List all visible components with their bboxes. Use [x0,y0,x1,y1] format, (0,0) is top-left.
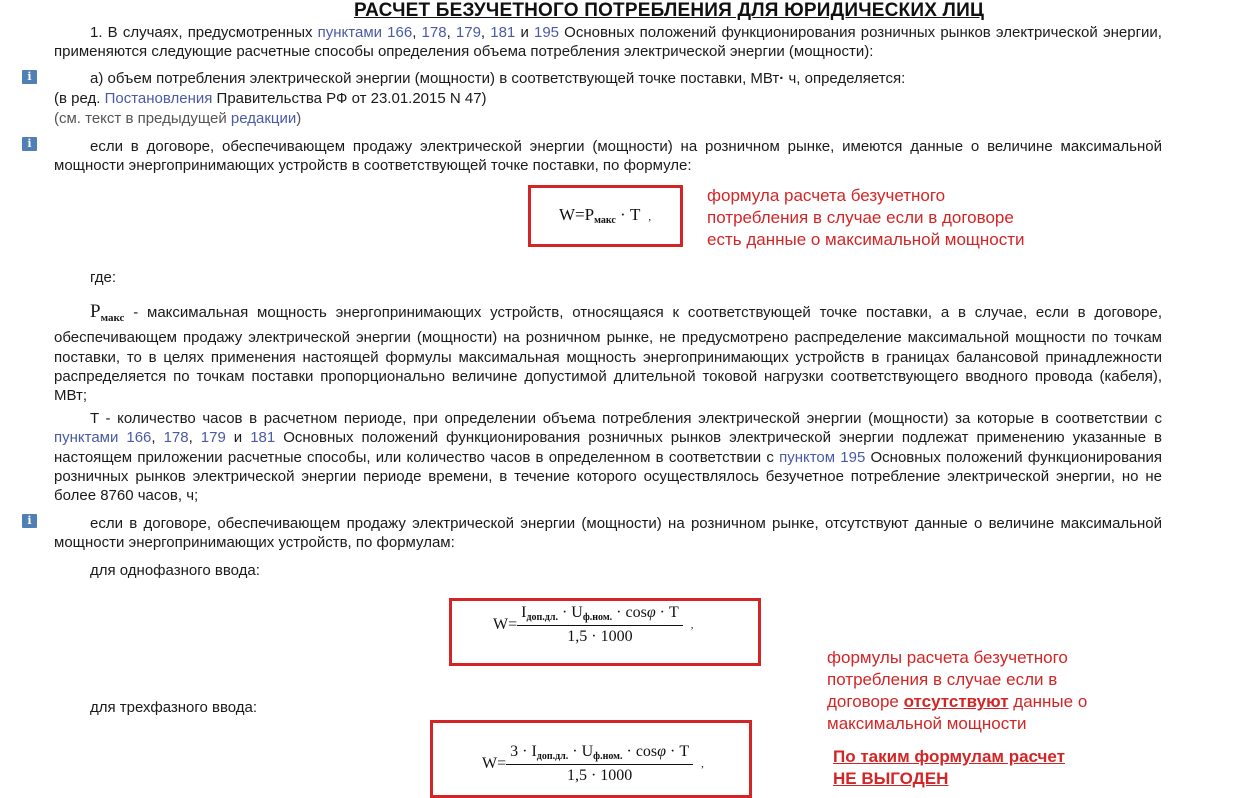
label-single-phase: для однофазного ввода: [90,562,260,579]
paragraph-if-data-present: если в договоре, обеспечивающем продажу электрической энергии (мощности) на розничном рынке, имеются данные о величине максимальной мощности энергопринимающих устройств в соответствующей точке поставки, по формуле: [54,138,1162,175]
note-no-max-power: формулы расчета безучетного потребления в случае если в договоре отсутствуют данные о максимальной мощности [827,648,1088,733]
link-179[interactable]: 179 [200,429,226,447]
note-not-profitable: По таким формулам расчет НЕ ВЫГОДЕН [833,747,1065,788]
link-181[interactable]: 181 [490,24,516,41]
edition-note: (в ред. Постановления Правительства РФ от 23.01.2015 N 47) [54,90,487,107]
link-punkt-195[interactable]: пунктом 195 [779,448,866,466]
paragraph-intro: 1. В случаях, предусмотренных пунктами 166, 178, 179, 181 и 195 Основных положений функционирования розничных рынков электрической энергии, применяются следующие расчетные способы определения объема потребления электрической энергии (мощности): [54,24,1162,61]
link-195[interactable]: 195 [533,24,560,41]
link-178[interactable]: 178 [163,429,189,447]
info-icon[interactable]: i [22,514,37,528]
note-max-power: формула расчета безучетного потребления в случае если в договоре есть данные о максимальной мощности [707,186,1025,249]
link-178[interactable]: 178 [421,24,447,41]
formula-max-power: $W=P_{макс} \cdot T$ , [559,205,652,226]
label-three-phase: для трехфазного ввода: [90,699,258,716]
paragraph-a: а) объем потребления электрической энергии (мощности) в соответствующей точке поставки, МВт· ч, определяется: [90,70,906,87]
formula-three-phase: W= $\frac{3 \cdot I_{доп.дл.} \cdot U_{ф.ном.} \cdot \cos\varphi \cdot T}{1,5 \cdot 1000}$ , [482,743,704,784]
info-icon[interactable]: i [22,70,37,84]
link-postanovleniya[interactable]: Постановления [104,90,213,107]
page-title: РАСЧЕТ БЕЗУЧЕТНОГО ПОТРЕБЛЕНИЯ ДЛЯ ЮРИДИЧЕСКИХ ЛИЦ [353,0,985,21]
see-previous-note: (см. текст в предыдущей редакции) [54,110,302,127]
paragraph-if-data-absent: если в договоре, обеспечивающем продажу электрической энергии (мощности) на розничном рынке, отсутствуют данные о величине максимальной мощности энергопринимающих устройств, по формулам: [54,515,1162,552]
info-icon[interactable]: i [22,137,37,151]
paragraph-pmax: $P_{макс}$ - максимальная мощность энергопринимающих устройств, относящаяся к соответствующей точке поставки, а в случае, если в договоре, обеспечивающем продажу электрической энергии (мощности) на розничном рынке, не предусмотрено распределение максимальной мощности по точкам поставки, то в целях применения настоящей формулы максимальная мощность энергопринимающих устройств в границах балансовой принадлежности распределяется по точкам поставки пропорционально величине допустимой длительной токовой нагрузки соответствующего вводного провода (кабеля), МВт; [54,301,1162,405]
link-punkt-166[interactable]: пунктами 166 [317,24,413,41]
link-179[interactable]: 179 [455,24,481,41]
link-punkt-166[interactable]: пунктами 166 [54,429,152,447]
label-where: где: [90,269,117,286]
paragraph-t: T - количество часов в расчетном периоде, при определении объема потребления электрической энергии (мощности) за которые в соответствии с пунктами 166, 178, 179 и 181 Основных положений функционирования розничных рынков электрической энергии подлежат применению указанные в настоящем приложении расчетные способы, или количество часов в определенном в соответствии с пунктом 195 Основных положений функционирования розничных рынков электрической энергии периоде времени, в течение которого осуществлялось безучетное потребление электрической энергии, но не более 8760 часов, ч; [54,410,1163,505]
link-redaktsii[interactable]: редакции [230,110,297,127]
formula-single-phase: W= $\frac{I_{доп.дл.} \cdot U_{ф.ном.} \cdot \cos\varphi \cdot T}{1,5 \cdot 1000}$ , [493,604,694,645]
link-181[interactable]: 181 [250,429,276,447]
